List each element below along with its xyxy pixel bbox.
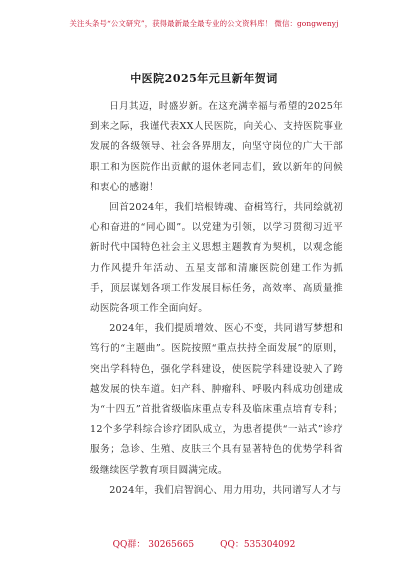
document-body	[90, 97, 343, 501]
paragraph-greeting: 日月其迈，时盛岁新。在这充满幸福与希望的2025年到来之际，我谨代表XX人民医院，向关心、支持医院事业发展的各级领导、社会各界朋友，向坚守岗位的广大干部职工和为医院作出贡献的退休老同志们，致以新年的问候和衷心的感谢！	[90, 101, 343, 193]
footer-qq-number: QQ：535304092	[220, 540, 296, 550]
footer-contact	[0, 537, 408, 550]
footer-qq-group: QQ群： 30265665	[112, 540, 195, 550]
paragraph-talent: 2024年，我们启智润心、用力用功，共同谱写人才与	[109, 484, 342, 496]
paragraph-achievements: 2024年，我们提质增效、医心不变，共同谱写梦想和笃行的“主题曲”。医院按照“重点扶持全面发展”的原则，突出学科特色，强化学科建设，使医院学科建设驶入了跨越发展的快车道。妇产科、肿瘤科、呼吸内科成功创建成为“十四五”首批省级临床重点专科及临床重点培育专科；12个多学科综合诊疗团队成立，为患者提供“一站式”诊疗服务；急诊、生殖、皮肤三个具有显著特色的优势学科省级继续医学教育项目圆满完成。	[90, 323, 343, 476]
paragraph-review: 回首2024年，我们培根铸魂、奋楫笃行，共同绘就初心和奋进的“同心圆”。以党建为引领，以学习贯彻习近平新时代中国特色社会主义思想主题教育为契机，以观念能力作风提升年活动、五星支部和清廉医院创建工作为抓手，顶层谋划各项工作发展目标任务，高效率、高质量推动医院各项工作全面向好。	[90, 202, 343, 315]
document-title: 中医院2025年元旦新年贺词	[130, 72, 278, 85]
top-promo-banner: 关注头条号“公文研究”，获得最新最全最专业的公文资料库！ 微信：gongwenyj	[69, 19, 339, 28]
